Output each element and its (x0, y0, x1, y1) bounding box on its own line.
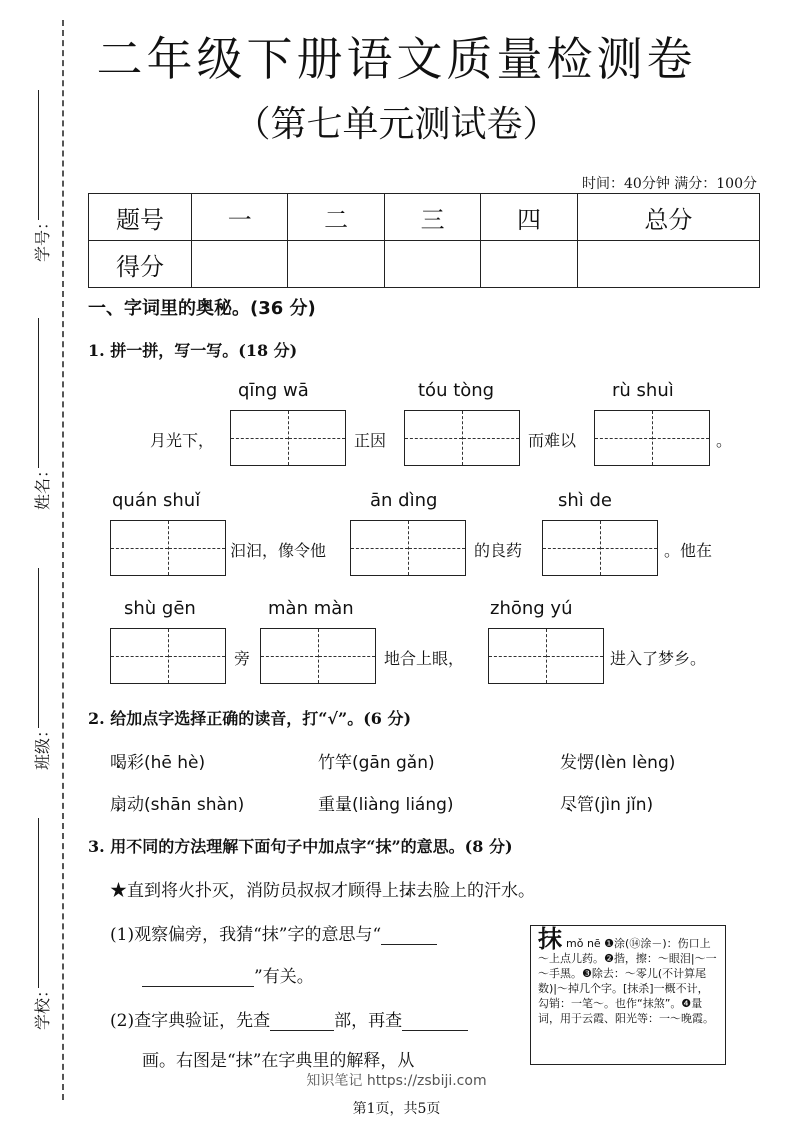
name-line (38, 318, 39, 468)
page-number: 第1页，共5页 (352, 1101, 441, 1117)
writing-box[interactable] (488, 628, 604, 684)
score-header-cell: 二 (288, 194, 384, 241)
writing-box[interactable] (110, 628, 226, 684)
score-header-cell: 三 (384, 194, 480, 241)
writing-box[interactable] (594, 410, 710, 466)
sentence-text: 。 (716, 431, 733, 450)
writing-box[interactable] (110, 520, 226, 576)
student-id-label: 学号： (33, 213, 52, 262)
sentence-text: 而难以 (528, 431, 577, 450)
sentence-text: 的良药 (474, 541, 523, 560)
score-row (89, 241, 760, 288)
school-label: 学校： (33, 981, 52, 1030)
section-heading: 一、字词里的奥秘。(36 分) (88, 298, 316, 319)
score-cell[interactable] (192, 241, 288, 288)
sentence-text: 汩汩，像令他 (230, 541, 327, 560)
reading-choice[interactable]: 尽管(jìn jǐn) (560, 795, 654, 815)
writing-box[interactable] (404, 410, 520, 466)
pinyin: ān dìng (370, 490, 438, 511)
school-line (38, 818, 39, 988)
dictionary-char: 抹 (538, 924, 562, 953)
score-header-cell: 一 (192, 194, 288, 241)
sentence-text: 。他在 (664, 541, 713, 560)
pinyin: màn màn (268, 598, 354, 619)
score-row-label: 得分 (89, 241, 192, 288)
dictionary-entry-box (530, 925, 726, 1065)
pinyin: shì de (558, 490, 613, 511)
score-cell[interactable] (384, 241, 480, 288)
question-1-label: 1. 拼一拼，写一写。(18 分) (88, 341, 298, 360)
answer-blank[interactable] (142, 972, 254, 987)
writing-box[interactable] (542, 520, 658, 576)
pinyin: zhōng yú (490, 598, 573, 619)
sentence-text: 地合上眼， (384, 649, 465, 668)
pinyin: tóu tòng (418, 380, 495, 401)
page-subtitle: （第七单元测试卷） (234, 104, 559, 145)
score-header-cell: 四 (481, 194, 577, 241)
sentence-text: 月光下， (150, 431, 215, 450)
dictionary-text: mǒ nē ❶涂(⑭涂－)：伤口上～上点儿药。❷揩，擦：～眼泪|～一～手黑。❸除去：～零儿(不计算尾数)|～掉几个字。[抹杀]一概不计，勾销：一笔～。也作“抹煞”。❹量词，用于云霞、阳光等：一～晚霞。 (538, 937, 717, 1025)
reading-choice[interactable]: 扇动(shān shàn) (110, 795, 245, 815)
class-line (38, 568, 39, 728)
sub-question-2-cont: 画。右图是“抹”在字典里的解释，从 (142, 1051, 415, 1071)
writing-box[interactable] (260, 628, 376, 684)
question-2-label: 2. 给加点字选择正确的读音，打“√”。(6 分) (88, 709, 412, 728)
score-header-cell: 题号 (89, 194, 192, 241)
score-cell[interactable] (288, 241, 384, 288)
sub-question-1: (1)观察偏旁，我猜“抹”字的意思与“ (110, 920, 437, 945)
reading-choice[interactable]: 竹竿(gān gǎn) (318, 753, 435, 773)
score-header-cell: 总分 (577, 194, 759, 241)
question-3-label: 3. 用不同的方法理解下面句子中加点字“抹”的意思。(8 分) (88, 837, 513, 856)
answer-blank[interactable] (402, 1016, 468, 1031)
class-label: 班级： (33, 721, 52, 770)
sentence-text: 进入了梦乡。 (610, 649, 707, 668)
pinyin: shù gēn (124, 598, 196, 619)
reading-choice[interactable]: 喝彩(hē hè) (110, 753, 206, 773)
writing-box[interactable] (230, 410, 346, 466)
binding-dashed-line (62, 20, 64, 1100)
pinyin: qīng wā (238, 380, 309, 401)
writing-box[interactable] (350, 520, 466, 576)
sentence-text: 正因 (354, 431, 387, 450)
sub-question-1-cont: ”有关。 (142, 962, 314, 987)
time-info: 时间：40分钟 满分：100分 (582, 176, 757, 192)
score-header-row (89, 194, 760, 241)
score-table (88, 193, 760, 288)
reading-choice[interactable]: 重量(liàng liáng) (318, 795, 454, 815)
answer-blank[interactable] (270, 1016, 334, 1031)
score-cell[interactable] (481, 241, 577, 288)
page-title: 二年级下册语文质量检测卷 (96, 32, 697, 86)
sub-question-2: (2)查字典验证，先查 部，再查 (110, 1006, 468, 1031)
reading-choice[interactable]: 发愣(lèn lèng) (560, 753, 676, 773)
watermark-text: 知识笔记 https://zsbiji.com (306, 1073, 487, 1089)
example-sentence: ★直到将火扑灭，消防员叔叔才顾得上抹去脸上的汗水。 (110, 881, 535, 901)
pinyin: quán shuǐ (112, 490, 201, 511)
answer-blank[interactable] (381, 930, 437, 945)
sentence-text: 旁 (234, 649, 251, 668)
score-cell[interactable] (577, 241, 759, 288)
name-label: 姓名： (33, 461, 52, 510)
pinyin: rù shuì (612, 380, 674, 401)
